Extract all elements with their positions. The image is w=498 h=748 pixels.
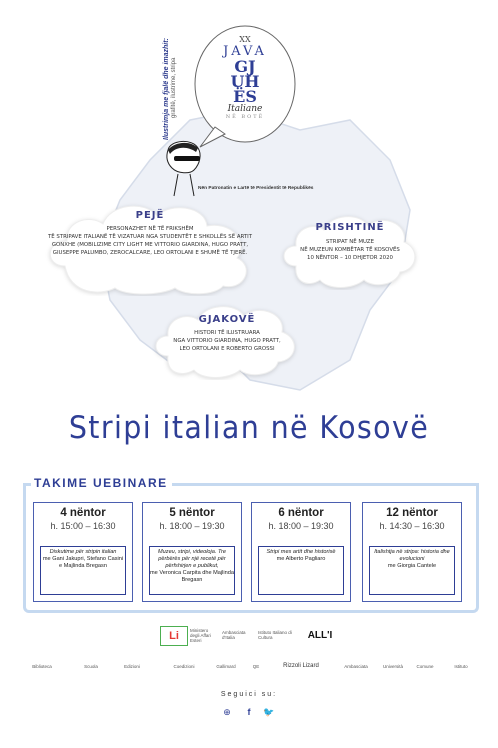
webinar-card-1[interactable] [33,502,133,602]
webinar-time: h. 15:00 – 16:30 [50,521,116,531]
webinar-description [149,546,235,595]
logo-row2-2[interactable]: Scuola [84,663,98,669]
webinar-card-2[interactable] [142,502,242,602]
cloud-gjakove-line2: NGA VITTORIO GIARDINA, HUGO PRATT, [173,338,281,344]
logo-ministry[interactable]: Ministero degli Affari Esteri [190,627,211,643]
logo-row2-3[interactable]: Edizioni [124,663,140,669]
logo-line2: JAVA [223,44,267,59]
cloud-peje-line3: GONXHE (MOBILIZIME CITY LIGHT ME VITTORIO GIARDINA, HUGO PRATT, [51,242,249,248]
cloud-prishtine-line3: 10 NËNTOR – 10 DHJETOR 2020 [307,255,393,261]
globe-icon[interactable]: ⊕ [223,707,231,717]
webinar-topic: Italishtja në stripa: historia dhe evolucioni [374,549,450,562]
cloud-peje [45,196,255,296]
webinar-title: TAKIME UEBINARE [34,476,168,490]
webinar-topic: Muzeu, stripi, videoloja. Tre përbërës për një recetë për përfshirjen e publikut, [158,549,226,569]
logo-row2-5[interactable]: Gallimard [216,663,236,669]
cloud-prishtine-line1: STRIPAT NË MUZE [326,239,374,245]
patronage-text: Nën Patronatin e Lartë të Presidentit të Republikës [198,186,314,191]
webinar-description [369,546,455,595]
cloud-prishtine [280,208,420,290]
logo-line3: GJ [234,57,256,76]
logo-row2-1[interactable]: Biblioteca [32,663,52,669]
twitter-icon[interactable]: 🐦 [263,707,275,717]
webinar-date: 5 nëntor [169,507,215,519]
logo-line1: XX [239,35,251,44]
logo-row2-10[interactable]: Comune [416,663,434,669]
logo-li[interactable]: Li [160,626,188,646]
webinar-description [40,546,126,595]
webinar-time: h. 18:00 – 19:30 [159,521,225,531]
cloud-peje-title: PEJË [135,210,165,221]
webinar-description [258,546,344,595]
follow-label: Seguici su: [220,691,278,698]
cloud-prishtine-line2: NË MUZEUN KOMBËTAR TË KOSOVËS [300,247,400,253]
cloud-prishtine-title: PRISHTINË [315,222,385,233]
webinar-date: 12 nëntor [386,507,438,519]
sidebar-subtitle: grafitë, ilustrime, stripa [171,57,177,118]
cloud-peje-line4: GIUSEPPE PALUMBO, ZEROCALCARE, LEO ORTOLANI E SHUMË TË TJERË. [52,250,248,256]
webinar-frame-top [172,483,476,486]
webinar-topic: Stripi mes artit dhe historisë [266,549,336,555]
webinar-topic: Diskutime për stripin italian [49,549,117,555]
logo-row2-11[interactable]: Istituto [454,663,468,669]
logo-line5: ËS [233,87,257,106]
cloud-peje-line1: PERSONAZHET NË TË FRIKSHËM [106,226,194,232]
logo-row2-8[interactable]: Ambasciata [344,663,368,669]
webinar-frame-top-left [23,483,31,486]
webinar-time: h. 14:30 – 16:30 [379,521,445,531]
cloud-gjakove [152,300,302,380]
logo-line7: NË BOTË [225,114,265,120]
logo-row2-9[interactable]: Università [382,663,403,669]
webinar-guests: me Veronica Carpita dhe Majlinda Bregasn [150,570,234,583]
webinar-date: 4 nëntor [60,507,106,519]
webinar-card-3[interactable] [251,502,351,602]
webinar-time: h. 18:00 – 19:30 [268,521,334,531]
facebook-icon[interactable]: f [247,707,251,717]
logo-text [205,35,285,120]
headline: Stripi italian në Kosovë [68,410,430,446]
logo-embassy[interactable]: Ambasciata d'Italia [222,630,246,640]
logo-all[interactable]: ALL'I [307,629,333,641]
webinar-guests: me Alberto Pagliaro [276,556,326,562]
logo-line4: UH [230,72,260,91]
webinar-guests: me Giorgia Cantele [387,563,437,569]
logo-row2-7[interactable]: Rizzoli Lizard [283,663,319,669]
cloud-gjakove-line3: LEO ORTOLANI E ROBERTO GROSSI [179,346,275,352]
cloud-gjakove-line1: HISTORI TË ILUSTRUARA [194,330,260,336]
cloud-gjakove-title: GJAKOVË [198,314,256,325]
webinar-guests: me Gani Jakupri, Stefano Casini e Majlinda Bregasn [42,556,124,569]
logo-line6: Italiane [227,104,263,114]
logo-row2-4[interactable]: Coedizioni [173,663,195,669]
cloud-peje-line2: TË STRIPAVE ITALIANË TË VIZATUAR NGA STUDENTËT E SHKOLLËS SË ARTIT [47,234,253,240]
logo-row2-6[interactable]: QE [252,663,260,669]
webinar-card-4[interactable] [362,502,462,602]
logo-institute[interactable]: Istituto Italiano di Cultura [258,630,292,640]
webinar-date: 6 nëntor [278,507,324,519]
sidebar-title: Ilustrimja me fjalë dhe imazhit: [163,38,170,140]
